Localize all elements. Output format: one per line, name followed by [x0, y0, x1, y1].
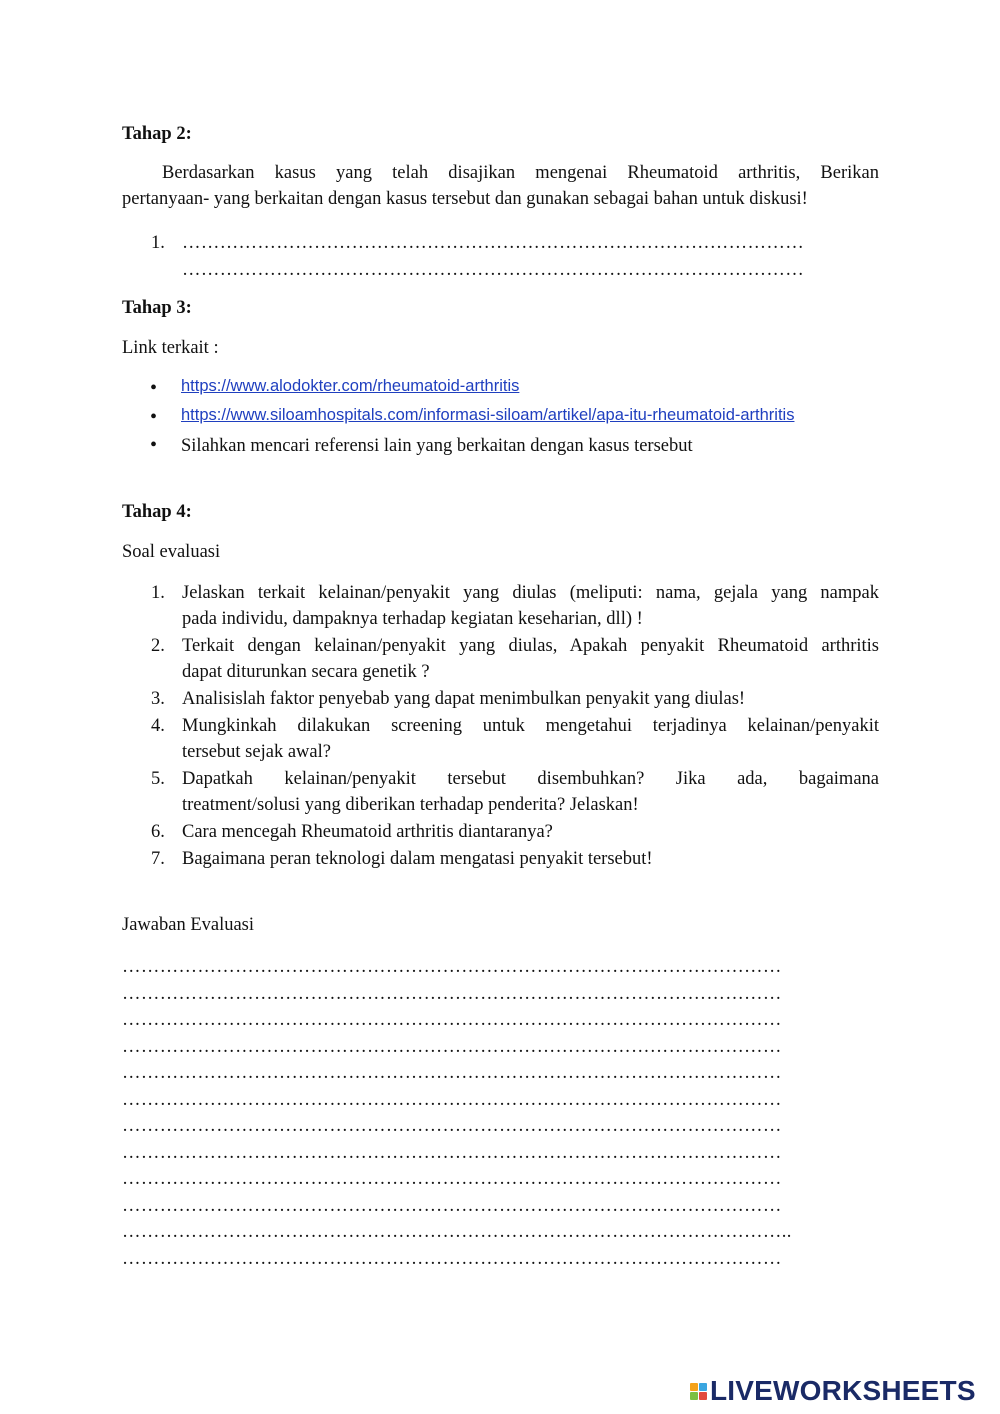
answer-line[interactable]: …………………………………………………………………………………………… [122, 1196, 782, 1216]
question-text: Analisislah faktor penyebab yang dapat menimbulkan penyakit yang diulas! [182, 689, 746, 709]
question-number: 6. [151, 822, 165, 842]
tahap2-answer-line-2[interactable]: ……………………………………………………………………………………… [182, 260, 805, 280]
tahap2-paragraph-line2: pertanyaan- yang berkaitan dengan kasus tersebut dan gunakan sebagai bahan untuk diskusi! [122, 189, 808, 209]
answer-line[interactable]: …………………………………………………………………………………………… [122, 1010, 782, 1030]
tahap3-heading: Tahap 3: [122, 298, 192, 318]
link-siloam[interactable]: https://www.siloamhospitals.com/informasi-siloam/artikel/apa-itu-rheumatoid-arthritis [181, 406, 795, 424]
question-text-continued: treatment/solusi yang diberikan terhadap penderita? Jelaskan! [182, 795, 639, 815]
question-text: Bagaimana peran teknologi dalam mengatasi penyakit tersebut! [182, 849, 653, 869]
liveworksheets-logo-icon [690, 1383, 707, 1400]
question-text: Cara mencegah Rheumatoid arthritis diantaranya? [182, 822, 553, 842]
tahap4-intro: Soal evaluasi [122, 542, 221, 562]
answer-line[interactable]: …………………………………………………………………………………………….. [122, 1222, 792, 1242]
answer-line[interactable]: …………………………………………………………………………………………… [122, 984, 782, 1004]
question-number: 3. [151, 689, 165, 709]
tahap4-heading: Tahap 4: [122, 502, 192, 522]
answer-line[interactable]: …………………………………………………………………………………………… [122, 1169, 782, 1189]
question-number: 7. [151, 849, 165, 869]
question-number: 4. [151, 716, 165, 736]
bullet-icon: • [150, 377, 158, 399]
jawaban-title: Jawaban Evaluasi [122, 915, 255, 935]
liveworksheets-logo [690, 1374, 976, 1408]
answer-line[interactable]: …………………………………………………………………………………………… [122, 1143, 782, 1163]
link-alodokter[interactable]: https://www.alodokter.com/rheumatoid-arthritis [181, 377, 520, 395]
tahap2-heading: Tahap 2: [122, 124, 192, 144]
question-text-continued: pada individu, dampaknya terhadap kegiatan keseharian, dll) ! [182, 609, 643, 629]
question-text-continued: dapat diturunkan secara genetik ? [182, 662, 430, 682]
answer-line[interactable]: …………………………………………………………………………………………… [122, 1116, 782, 1136]
answer-line[interactable]: …………………………………………………………………………………………… [122, 1249, 782, 1269]
question-text: Mungkinkah dilakukan screening untuk mengetahui terjadinya kelainan/penyakit [182, 716, 879, 736]
tahap3-intro: Link terkait : [122, 338, 219, 358]
bullet-icon: • [150, 434, 158, 456]
liveworksheets-logo-text: LIVEWORKSHEETS [710, 1375, 976, 1406]
question-number: 1. [151, 583, 165, 603]
question-text: Terkait dengan kelainan/penyakit yang diulas, Apakah penyakit Rheumatoid arthritis [182, 636, 879, 656]
answer-line[interactable]: …………………………………………………………………………………………… [122, 1063, 782, 1083]
question-text: Jelaskan terkait kelainan/penyakit yang diulas (meliputi: nama, gejala yang nampak [182, 583, 879, 603]
tahap2-answer-line-1[interactable]: ……………………………………………………………………………………… [182, 233, 805, 253]
tahap2-paragraph-line1: Berdasarkan kasus yang telah disajikan mengenai Rheumatoid arthritis, Berikan [162, 163, 879, 183]
answer-line[interactable]: …………………………………………………………………………………………… [122, 1090, 782, 1110]
question-text: Dapatkah kelainan/penyakit tersebut disembuhkan? Jika ada, bagaimana [182, 769, 879, 789]
answer-line[interactable]: …………………………………………………………………………………………… [122, 957, 782, 977]
tahap2-item-number: 1. [151, 233, 165, 253]
question-number: 5. [151, 769, 165, 789]
question-number: 2. [151, 636, 165, 656]
tahap3-note: Silahkan mencari referensi lain yang berkaitan dengan kasus tersebut [181, 436, 693, 456]
bullet-icon: • [150, 406, 158, 428]
question-text-continued: tersebut sejak awal? [182, 742, 331, 762]
answer-line[interactable]: …………………………………………………………………………………………… [122, 1037, 782, 1057]
